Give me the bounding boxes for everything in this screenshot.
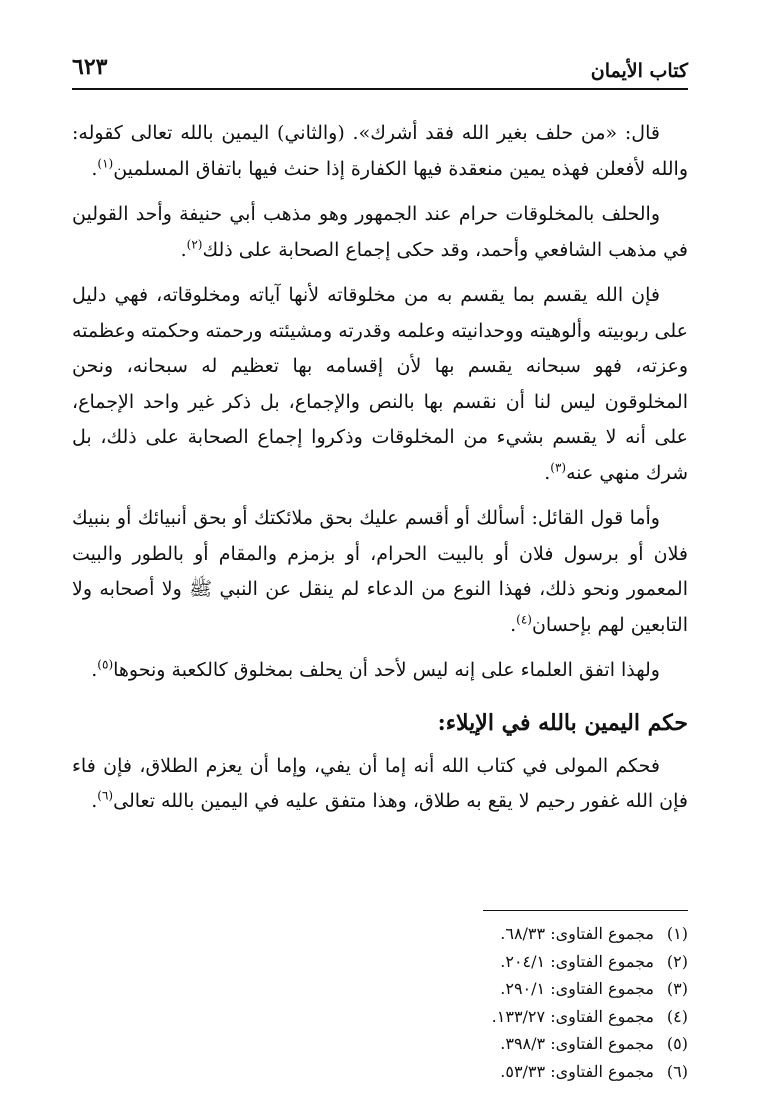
running-header bbox=[72, 42, 688, 82]
book-page bbox=[72, 42, 688, 1082]
footnote-text: مجموع الفتاوى: ٦٨/٣٣. bbox=[500, 924, 654, 943]
footnote-item bbox=[72, 975, 688, 1003]
footnote-number: (٦) bbox=[666, 1061, 688, 1081]
paragraph bbox=[72, 501, 688, 643]
paragraph-text: فإن الله يقسم بما يقسم به من مخلوقاته لأنها آياته ومخلوقاته، فهي دليل على ربوبيته وألوهيته ووحدانيته وعلمه وقدرته ومشيئته ورحمته وحكمته وعظمته وعزته، فهو سبحانه يقسم بها لأن إقسامه بها تعظيم له سبحانه، ونحن المخلوقون ليس لنا أن نقسم بها بالنص والإجماع، بل ذكر غير واحد الإجماع، على أنه لا يقسم بشيء من المخلوقات وذكروا إجماع الصحابة على ذلك، بل شرك منهي عنه bbox=[72, 284, 688, 484]
paragraph-end: . bbox=[91, 157, 98, 180]
book-title: كتاب الأيمان bbox=[590, 60, 688, 82]
footnote-number: (٣) bbox=[666, 979, 688, 998]
footnote-number: (٢) bbox=[666, 951, 688, 971]
paragraph bbox=[72, 749, 688, 820]
footnote-ref: (٥) bbox=[97, 657, 114, 672]
footnote-item bbox=[72, 1003, 688, 1031]
paragraph-text: قال: «من حلف بغير الله فقد أشرك». (والثاني) اليمين بالله تعالى كقوله: والله لأفعلن فهذه يمين منعقدة فيها الكفارة إذا حنث فيها باتفاق المسلمين bbox=[72, 122, 688, 180]
footnote-number: (١) bbox=[666, 924, 688, 943]
footnote-item bbox=[72, 920, 688, 948]
paragraph-end: . bbox=[180, 238, 187, 261]
footnote-text: مجموع الفتاوى: ٥٣/٣٣. bbox=[500, 1061, 654, 1081]
section-heading: حكم اليمين بالله في الإيلاء: bbox=[437, 709, 688, 736]
footnote-separator bbox=[483, 910, 688, 911]
footnote-ref: (٤) bbox=[516, 612, 532, 627]
footnote-item bbox=[72, 1058, 688, 1086]
footnote-text: مجموع الفتاوى: ١٣٣/٢٧. bbox=[491, 1006, 654, 1026]
paragraph bbox=[72, 653, 688, 689]
paragraph bbox=[72, 197, 688, 268]
paragraph-text: فحكم المولى في كتاب الله أنه إما أن يفي، وإما أن يعزم الطلاق، فإن فاء فإن الله غفور رحيم لا يقع به طلاق، وهذا متفق عليه في اليمين بالله تعالى bbox=[72, 754, 688, 812]
footnote-text: مجموع الفتاوى: ٣٩٨/٣. bbox=[500, 1034, 654, 1053]
footnote-ref: (١) bbox=[97, 156, 114, 171]
paragraph-text: والحلف بالمخلوقات حرام عند الجمهور وهو مذهب أبي حنيفة وأحد القولين في مذهب الشافعي وأحمد، وقد حكى إجماع الصحابة على ذلك bbox=[72, 203, 688, 261]
page-number: ٦٢٣ bbox=[72, 54, 108, 80]
paragraph bbox=[72, 278, 688, 491]
body-text bbox=[72, 116, 688, 830]
footnote-ref: (٦) bbox=[97, 788, 114, 803]
footnote-number: (٥) bbox=[666, 1034, 688, 1053]
paragraph-end: . bbox=[91, 659, 98, 681]
paragraph-end: . bbox=[91, 790, 98, 812]
footnote-number: (٤) bbox=[666, 1006, 688, 1026]
paragraph-text: ولهذا اتفق العلماء على إنه ليس لأحد أن يحلف بمخلوق كالكعبة ونحوها bbox=[113, 659, 660, 681]
footnote-ref: (٢) bbox=[186, 237, 203, 252]
paragraph bbox=[72, 116, 688, 187]
paragraph-text: وأما قول القائل: أسألك أو أقسم عليك بحق ملائكتك أو بحق أنبيائك أو بنبيك فلان أو برسول فلان أو بالبيت الحرام، أو بزمزم والمقام أو بالطور والبيت المعمور ونحو ذلك، فهذا النوع من الدعاء لم ينقل عن النبي ﷺ ولا أصحابه ولا التابعين لهم بإحسان bbox=[72, 507, 688, 636]
footnotes-list bbox=[72, 920, 688, 1085]
footnote-item bbox=[72, 948, 688, 976]
header-rule bbox=[72, 88, 688, 90]
footnote-ref: (٣) bbox=[550, 460, 567, 475]
paragraph-end: . bbox=[510, 613, 517, 636]
footnote-item bbox=[72, 1030, 688, 1058]
footnote-text: مجموع الفتاوى: ٢٠٤/١. bbox=[500, 951, 654, 971]
footnote-text: مجموع الفتاوى: ٢٩٠/١. bbox=[500, 979, 654, 998]
paragraph-end: . bbox=[544, 461, 551, 484]
